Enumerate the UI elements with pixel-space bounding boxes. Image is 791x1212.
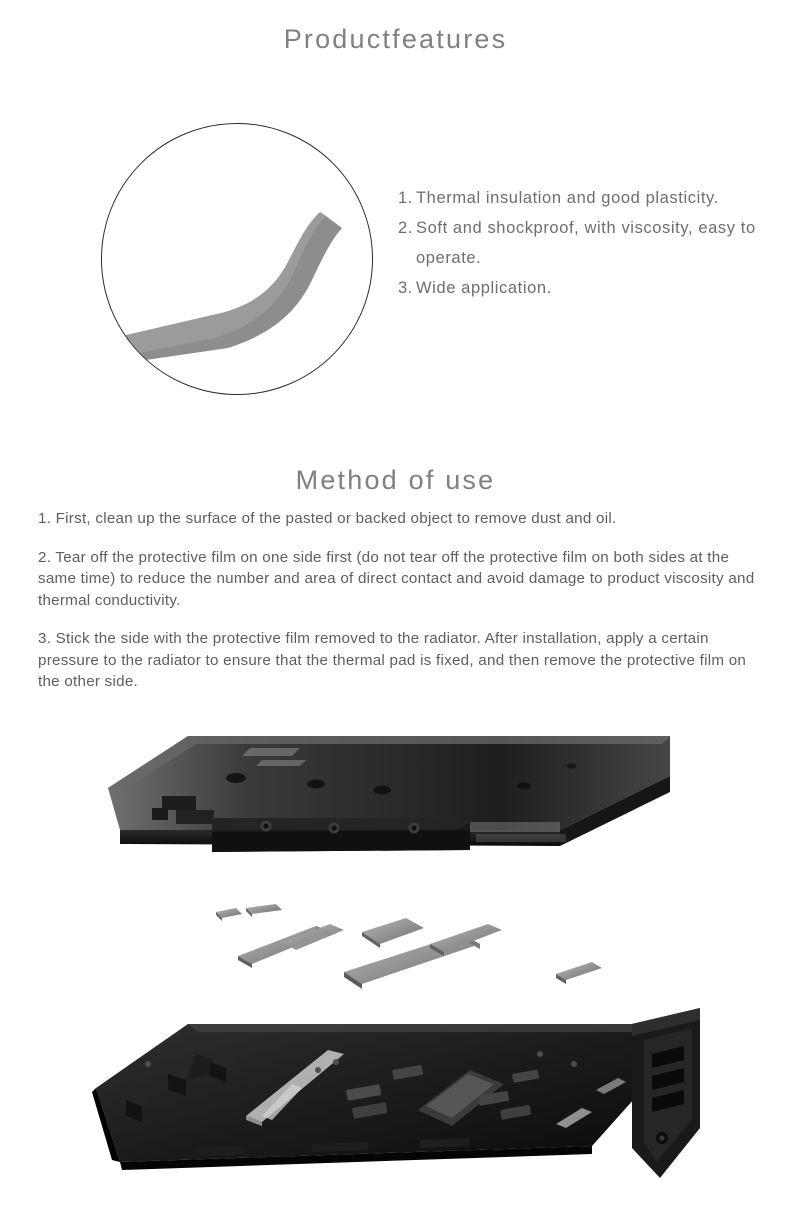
feature-text-2: Soft and shockproof, with viscosity, easy to operate. [416,219,756,267]
feature-item-1 [398,183,768,213]
feature-number-3: 3. [398,279,413,297]
product-features-title: Productfeatures [283,24,508,54]
thermal-pad-strip-icon [102,124,373,395]
product-illustration [0,718,791,1212]
feature-number-1: 1. [398,189,413,207]
method-steps [38,508,764,710]
method-step-3: 3. Stick the side with the protective film removed to the radiator. After installation, apply a certain pressure to the radiator to ensure that the thermal pad is fixed, and then remove the protective film on the other side. [38,630,747,690]
graphics-card-pcb [92,1008,700,1178]
method-step-2: 2. Tear off the protective film on one side first (do not tear off the protective film on both sides at the same time) to reduce the number and area of direct contact and avoid damage to product viscosity and thermal conductivity. [38,548,755,609]
method-of-use-title: Method of use [295,465,496,495]
thermal-pads-row [216,904,602,989]
features-list [398,183,768,303]
feature-text-1: Thermal insulation and good plasticity. [416,189,719,207]
feature-text-3: Wide application. [416,279,552,297]
features-block [0,110,791,410]
feature-number-2: 2. [398,219,413,237]
method-step-1: 1. First, clean up the surface of the pasted or backed object to remove dust and oil. [38,510,617,527]
feature-item-3 [398,273,768,303]
gpu-waterblock-illustration [108,736,670,852]
feature-item-2 [398,213,768,273]
thermal-pad-figure [101,123,373,395]
